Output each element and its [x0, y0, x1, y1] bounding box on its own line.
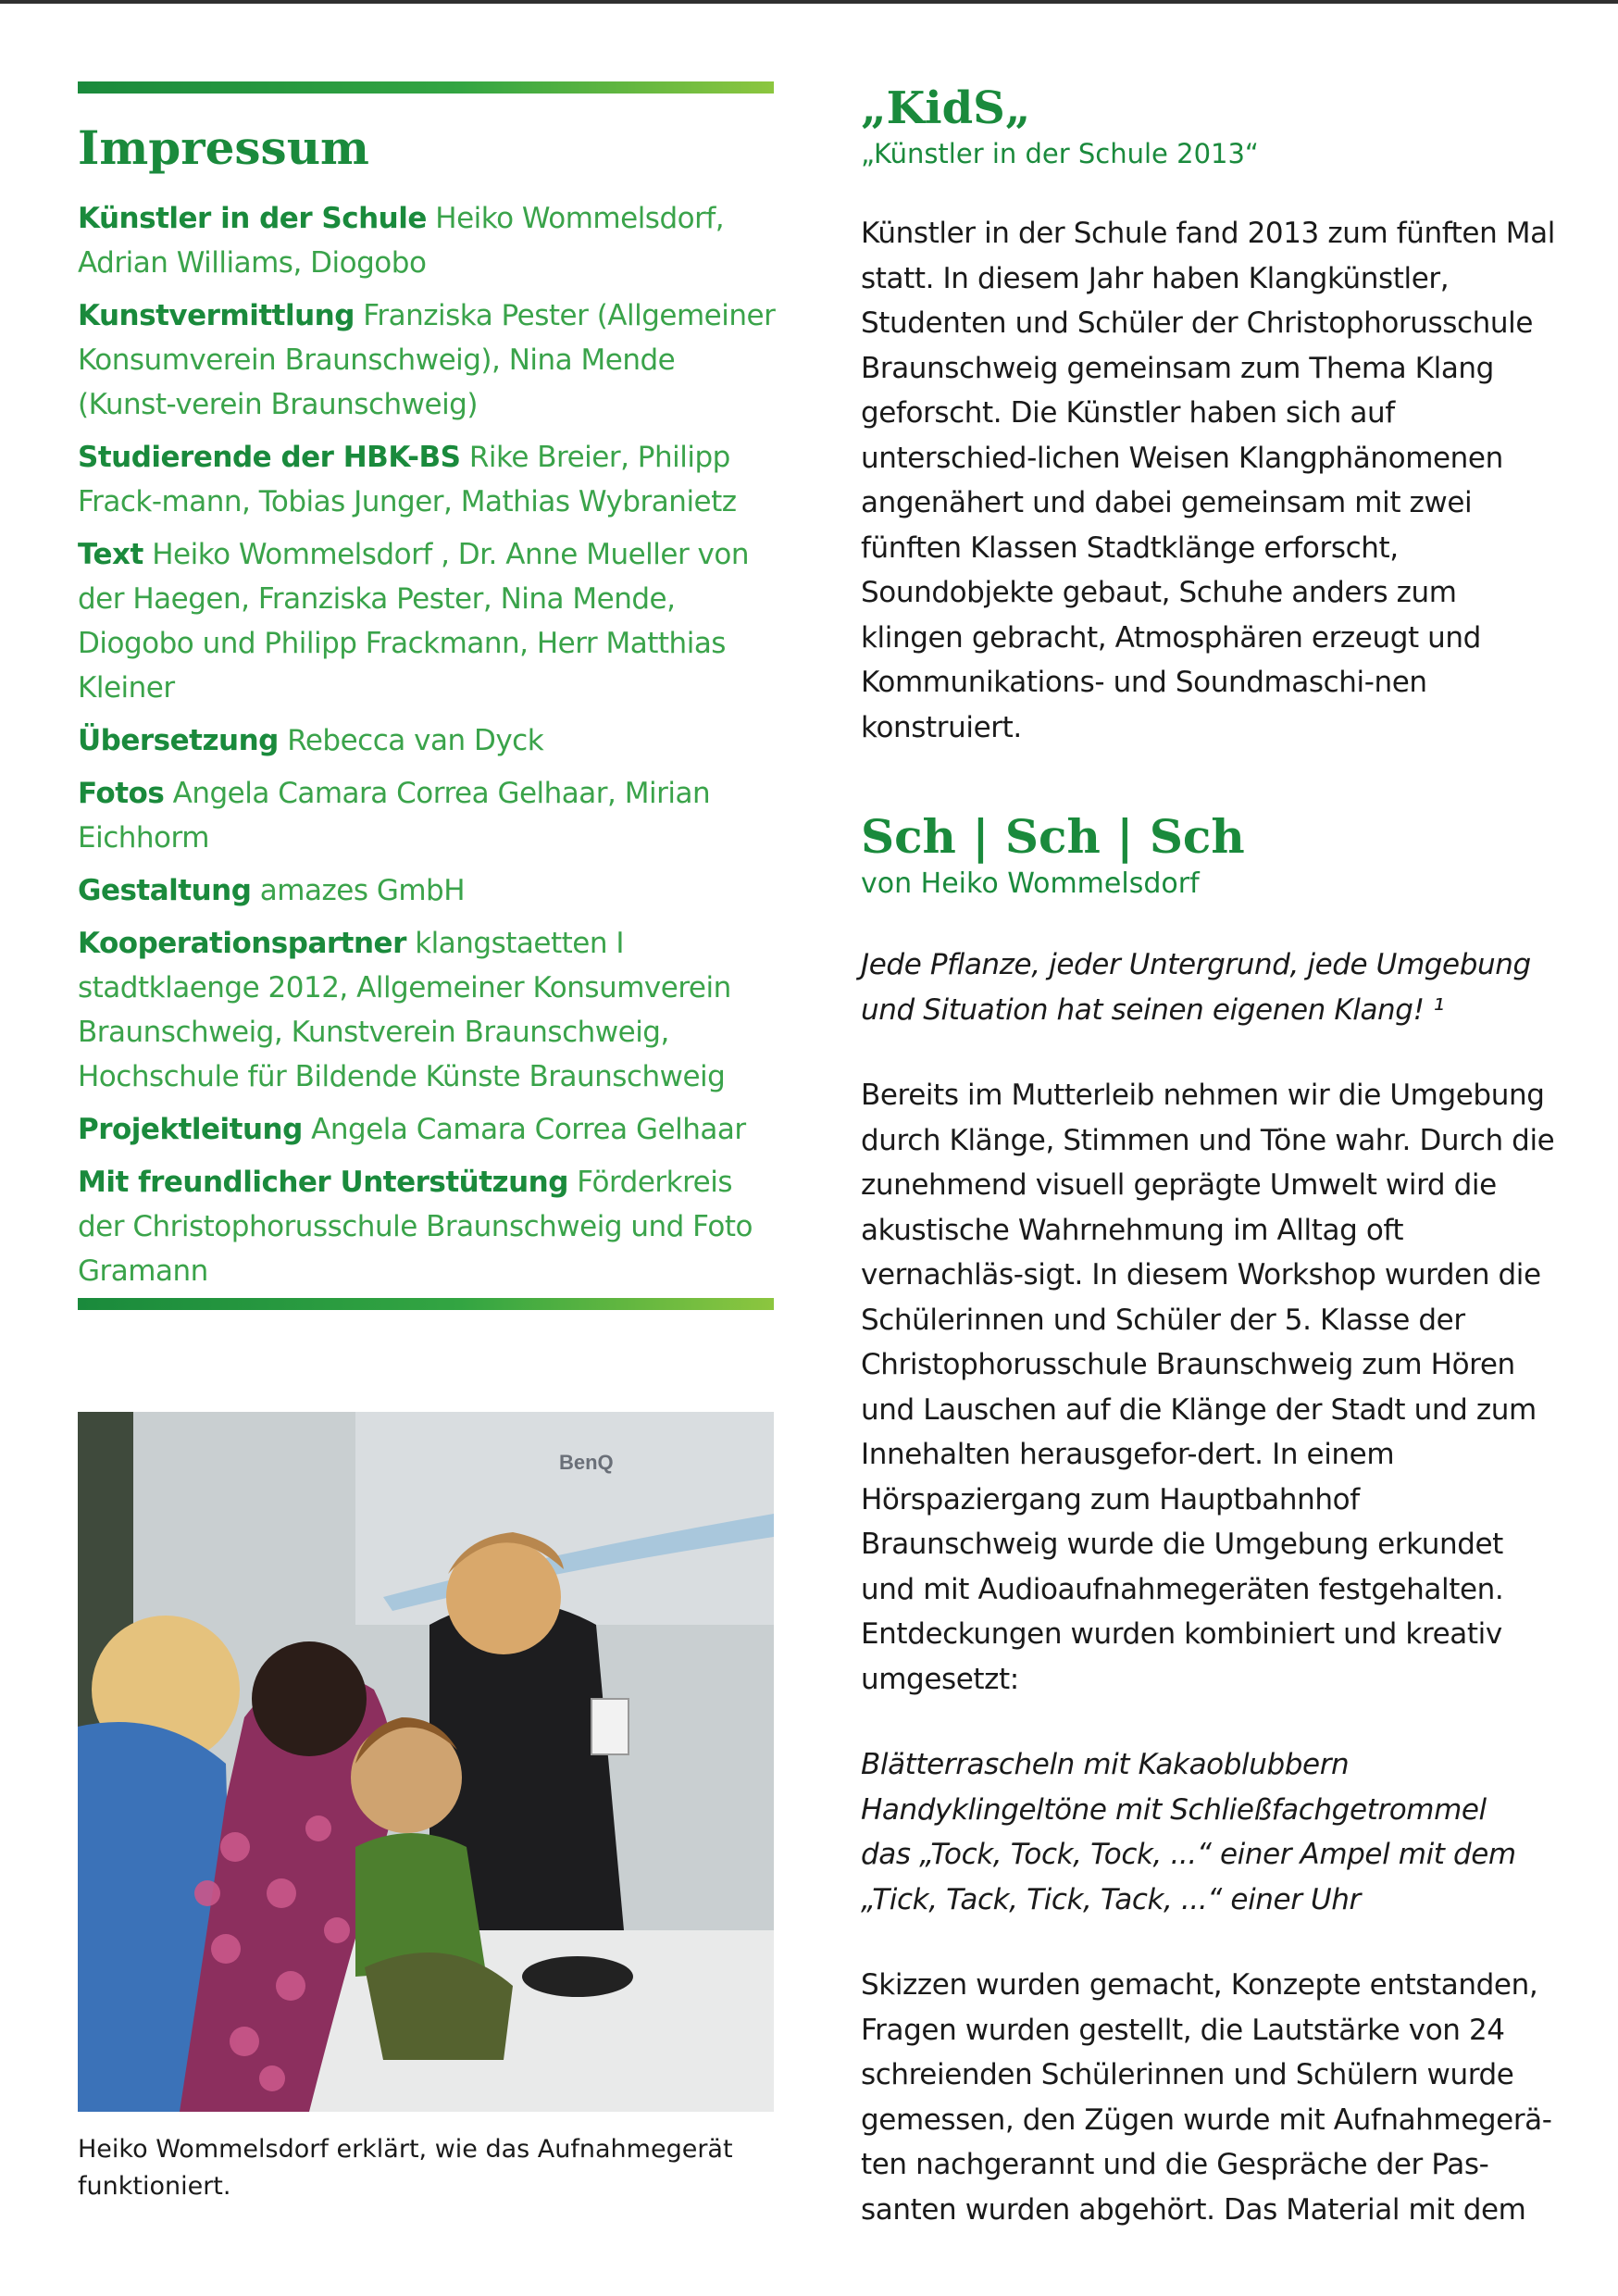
impressum-entry-key: Mit freundlicher Unterstützung: [78, 1166, 568, 1199]
impressum-entry-value: Franziska Pester (Allgemeiner Konsumverein Braunschweig), Nina Mende (Kunst-verein Braunschweig): [78, 299, 776, 421]
impressum-entry: [78, 532, 781, 710]
impressum-entry: [78, 196, 781, 285]
impressum-entry-key: Übersetzung: [78, 724, 279, 757]
top-border-line: [0, 0, 1618, 4]
impressum-entry-key: Fotos: [78, 777, 165, 810]
impressum-top-bar: [78, 81, 774, 94]
impressum-entry-key: Kooperationspartner: [78, 927, 406, 960]
impressum-entry: [78, 293, 781, 427]
impressum-entry-value: Angela Camara Correa Gelhaar: [302, 1113, 746, 1146]
sch-quote: Jede Pflanze, jeder Untergrund, jede Umgebung und Situation hat seinen eigenen Klang! ¹: [861, 948, 1531, 1027]
sch-sound-list-item: Blätterrascheln mit Kakaoblubbern: [861, 1748, 1350, 1781]
impressum-section: [78, 120, 781, 1302]
impressum-title: Impressum: [78, 120, 369, 175]
sch-paragraph-1: Bereits im Mutterleib nehmen wir die Umgebung durch Klänge, Stimmen und Töne wahr. Durch die zunehmend visuell geprägte Umwelt wird die akustische Wahrnehmung im Alltag oft vernachläs-sigt. In diesem Workshop wurden die Schülerinnen und Schüler der 5. Klasse der Christophorusschule Braunschweig zum Hören und Lauschen auf die Klänge der Stadt und zum Innehalten herausgefor-dert. In einem Hörspaziergang zum Hauptbahnhof Braunschweig wurde die Umgebung erkundet und mit Audioaufnahmegeräten festgehalten. Entdeckungen wurden kombiniert und kreativ umgesetzt:: [861, 1079, 1555, 1696]
impressum-entry-key: Gestaltung: [78, 874, 252, 907]
impressum-entry: [78, 771, 781, 860]
impressum-entry-key: Projektleitung: [78, 1113, 303, 1146]
impressum-entry-value: Heiko Wommelsdorf , Dr. Anne Mueller von der Haegen, Franziska Pester, Nina Mende, Diogobo und Philipp Frackmann, Herr Matthias Kleiner: [78, 538, 750, 705]
impressum-bottom-bar: [78, 1298, 774, 1310]
photo-caption: Heiko Wommelsdorf erklärt, wie das Aufnahmegerät funktioniert.: [78, 2135, 733, 2201]
impressum-entry: [78, 868, 781, 913]
sch-sound-list: [861, 1742, 1564, 1922]
kids-subtitle: „Künstler in der Schule 2013“: [861, 138, 1259, 169]
sch-author: von Heiko Wommelsdorf: [861, 867, 1200, 900]
kids-body: Künstler in der Schule fand 2013 zum fünften Mal statt. In diesem Jahr haben Klangkünstler, Studenten und Schüler der Christophorusschule Braunschweig gemeinsam zum Thema Klang geforscht. Die Künstler haben sich auf unterschied-lichen Weisen Klangphänomenen angenähert und dabei gemeinsam mit zwei fünften Klassen Stadtklänge erforscht, Soundobjekte gebaut, Schuhe anders zum klingen gebracht, Atmosphären erzeugt und Kommunikations- und Soundmaschi-nen konstruiert.: [861, 217, 1555, 744]
impressum-entry-value: Angela Camara Correa Gelhaar, Mirian Eichhorm: [78, 777, 711, 855]
impressum-entry: [78, 1160, 781, 1293]
impressum-entry: [78, 435, 781, 524]
impressum-entry-value: Heiko Wommelsdorf, Adrian Williams, Diogobo: [78, 202, 725, 280]
projector-brand-label: BenQ: [559, 1451, 614, 1474]
impressum-entry-key: Kunstvermittlung: [78, 299, 355, 332]
impressum-entry-value: amazes GmbH: [251, 874, 466, 907]
kids-section: [861, 81, 1564, 750]
sch-paragraph-2: Skizzen wurden gemacht, Konzepte entstanden, Fragen wurden gestellt, die Lautstärke von 24 schreienden Schülerinnen und Schülern wurde gemessen, den Zügen wurde mit Aufnahmegerä-ten nachgerannt und die Gespräche der Pas-santen wurden abgehört. Das Material mit dem: [861, 1968, 1552, 2227]
sch-sound-list-item: „Tick, Tack, Tick, Tack, ...“ einer Uhr: [861, 1882, 1361, 1916]
impressum-entry-value: Rike Breier, Philipp Frack-mann, Tobias Junger, Mathias Wybranietz: [78, 441, 737, 518]
impressum-entry: [78, 921, 781, 1099]
impressum-entry-key: Studierende der HBK-BS: [78, 441, 461, 474]
sch-sound-list-item: Handyklingeltöne mit Schließfachgetrommel: [861, 1792, 1487, 1827]
impressum-entry-value: klangstaetten I stadtklaenge 2012, Allgemeiner Konsumverein Braunschweig, Kunstverein Braunschweig, Hochschule für Bildende Künste Braunschweig: [78, 927, 731, 1093]
impressum-entry-value: Rebecca van Dyck: [278, 724, 544, 757]
impressum-entry: [78, 718, 781, 763]
sch-title: Sch | Sch | Sch: [861, 809, 1245, 864]
impressum-entry-value: Förderkreis der Christophorusschule Braunschweig und Foto Gramann: [78, 1166, 753, 1288]
sch-sound-list-item: das „Tock, Tock, Tock, ...“ einer Ampel mit dem: [861, 1838, 1516, 1871]
workshop-photo-illustration: [78, 1412, 774, 2112]
impressum-entry-key: Künstler in der Schule: [78, 202, 427, 235]
workshop-photo: [78, 1412, 774, 2112]
sch-section: [861, 809, 1564, 2232]
impressum-entry-key: Text: [78, 538, 143, 571]
impressum-entry: [78, 1107, 781, 1152]
kids-title: „KidS„: [861, 82, 1031, 134]
